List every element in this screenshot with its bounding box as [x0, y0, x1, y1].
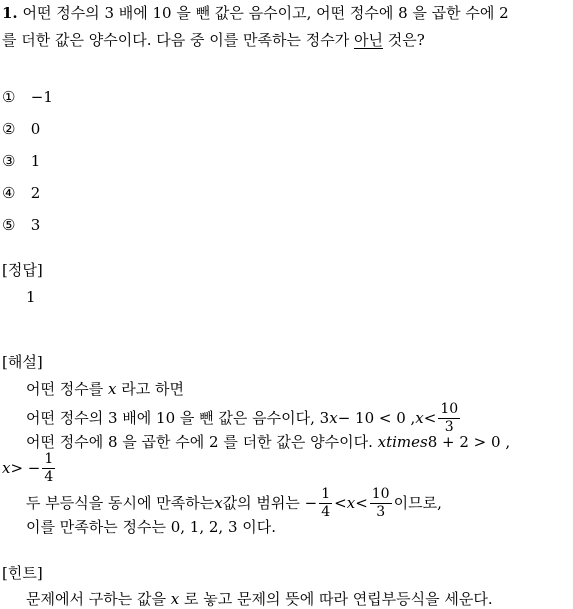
- choice-value: 2: [30, 184, 41, 202]
- question-text-1: 어떤 정수의 3 배에 10 을 뺀 값은 음수이고, 어떤 정수에 8 을 곱한 수에 2: [22, 4, 509, 22]
- math-var: x: [329, 408, 338, 427]
- hint-heading: [힌트]: [2, 564, 43, 582]
- question-line-1: [2, 6, 509, 21]
- text: 문제에서 구하는 값을: [26, 590, 171, 608]
- explanation-line-4: [2, 448, 57, 488]
- choice-5[interactable]: [2, 218, 40, 233]
- text: <: [423, 408, 437, 427]
- fraction-10-3: [370, 487, 392, 519]
- choice-value: 1: [30, 152, 41, 170]
- question-underlined-word: 아닌: [353, 31, 383, 49]
- fraction-denominator: 3: [444, 418, 454, 435]
- math-expression: xtimes: [377, 433, 428, 451]
- fraction-10-3: [438, 402, 460, 434]
- explanation-line-5: [26, 483, 442, 523]
- text: 어떤 정수를: [26, 380, 108, 398]
- math-var: x: [2, 458, 11, 477]
- fraction-numerator: 1: [321, 485, 331, 502]
- text: 어떤 정수에 8 을 곱한 수에 2 를 더한 값은 양수이다.: [26, 433, 378, 451]
- fraction-numerator: 10: [440, 400, 459, 417]
- text: 이므로,: [393, 493, 442, 512]
- question-text-2a: 를 더한 값은 양수이다. 다음 중 이를 만족하는 정수가: [2, 31, 354, 49]
- fraction-numerator: 10: [371, 485, 390, 502]
- answer-heading: [정답]: [2, 261, 43, 279]
- choice-mark: ④: [2, 184, 16, 202]
- explanation-line-3: [26, 435, 510, 450]
- math-var: x: [415, 408, 424, 427]
- answer-value: 1: [26, 288, 36, 306]
- fraction-denominator: 3: [376, 503, 386, 520]
- explanation-heading: [해설]: [2, 353, 43, 371]
- choice-value: 3: [30, 216, 41, 234]
- hint-line: [26, 592, 493, 607]
- text: 어떤 정수의 3 배에 10 을 뺀 값은 음수이다, 3: [26, 408, 330, 427]
- choice-mark: ①: [2, 88, 16, 106]
- text: − 10 < 0 ,: [337, 408, 416, 427]
- question-text-2b: 것은?: [382, 31, 425, 49]
- explanation-line-6: 이를 만족하는 정수는 0, 1, 2, 3 이다.: [26, 518, 277, 536]
- text: 두 부등식을 동시에 만족하는: [26, 493, 215, 512]
- choice-2[interactable]: [2, 122, 40, 137]
- choice-value: 0: [30, 120, 41, 138]
- math-var: x: [108, 380, 117, 398]
- choice-1[interactable]: [2, 90, 53, 105]
- math-var: x: [346, 493, 356, 512]
- math-var: x: [214, 493, 223, 512]
- text: 값의 범위는 −: [222, 493, 318, 512]
- text: <: [355, 493, 368, 512]
- choice-mark: ③: [2, 152, 16, 170]
- question-line-2: [2, 33, 425, 48]
- text: > −: [10, 458, 41, 477]
- fraction-1-4: [319, 487, 332, 519]
- text: 라고 하면: [116, 380, 184, 398]
- explanation-line-1: [26, 382, 184, 397]
- fraction-denominator: 4: [44, 468, 54, 485]
- text: <: [334, 493, 347, 512]
- question-number: 1.: [2, 4, 18, 22]
- fraction-numerator: 1: [44, 450, 54, 467]
- choice-4[interactable]: [2, 186, 40, 201]
- fraction-1-4: [42, 452, 55, 484]
- fraction-denominator: 4: [321, 503, 331, 520]
- text: 로 놓고 문제의 뜻에 따라 연립부등식을 세운다.: [179, 590, 493, 608]
- math-var: x: [170, 590, 180, 608]
- choice-mark: ⑤: [2, 216, 16, 234]
- choice-mark: ②: [2, 120, 16, 138]
- choice-value: −1: [30, 88, 53, 106]
- explanation-line-2: [26, 398, 462, 438]
- choice-3[interactable]: [2, 154, 40, 169]
- text: 8 + 2 > 0 ,: [427, 433, 511, 451]
